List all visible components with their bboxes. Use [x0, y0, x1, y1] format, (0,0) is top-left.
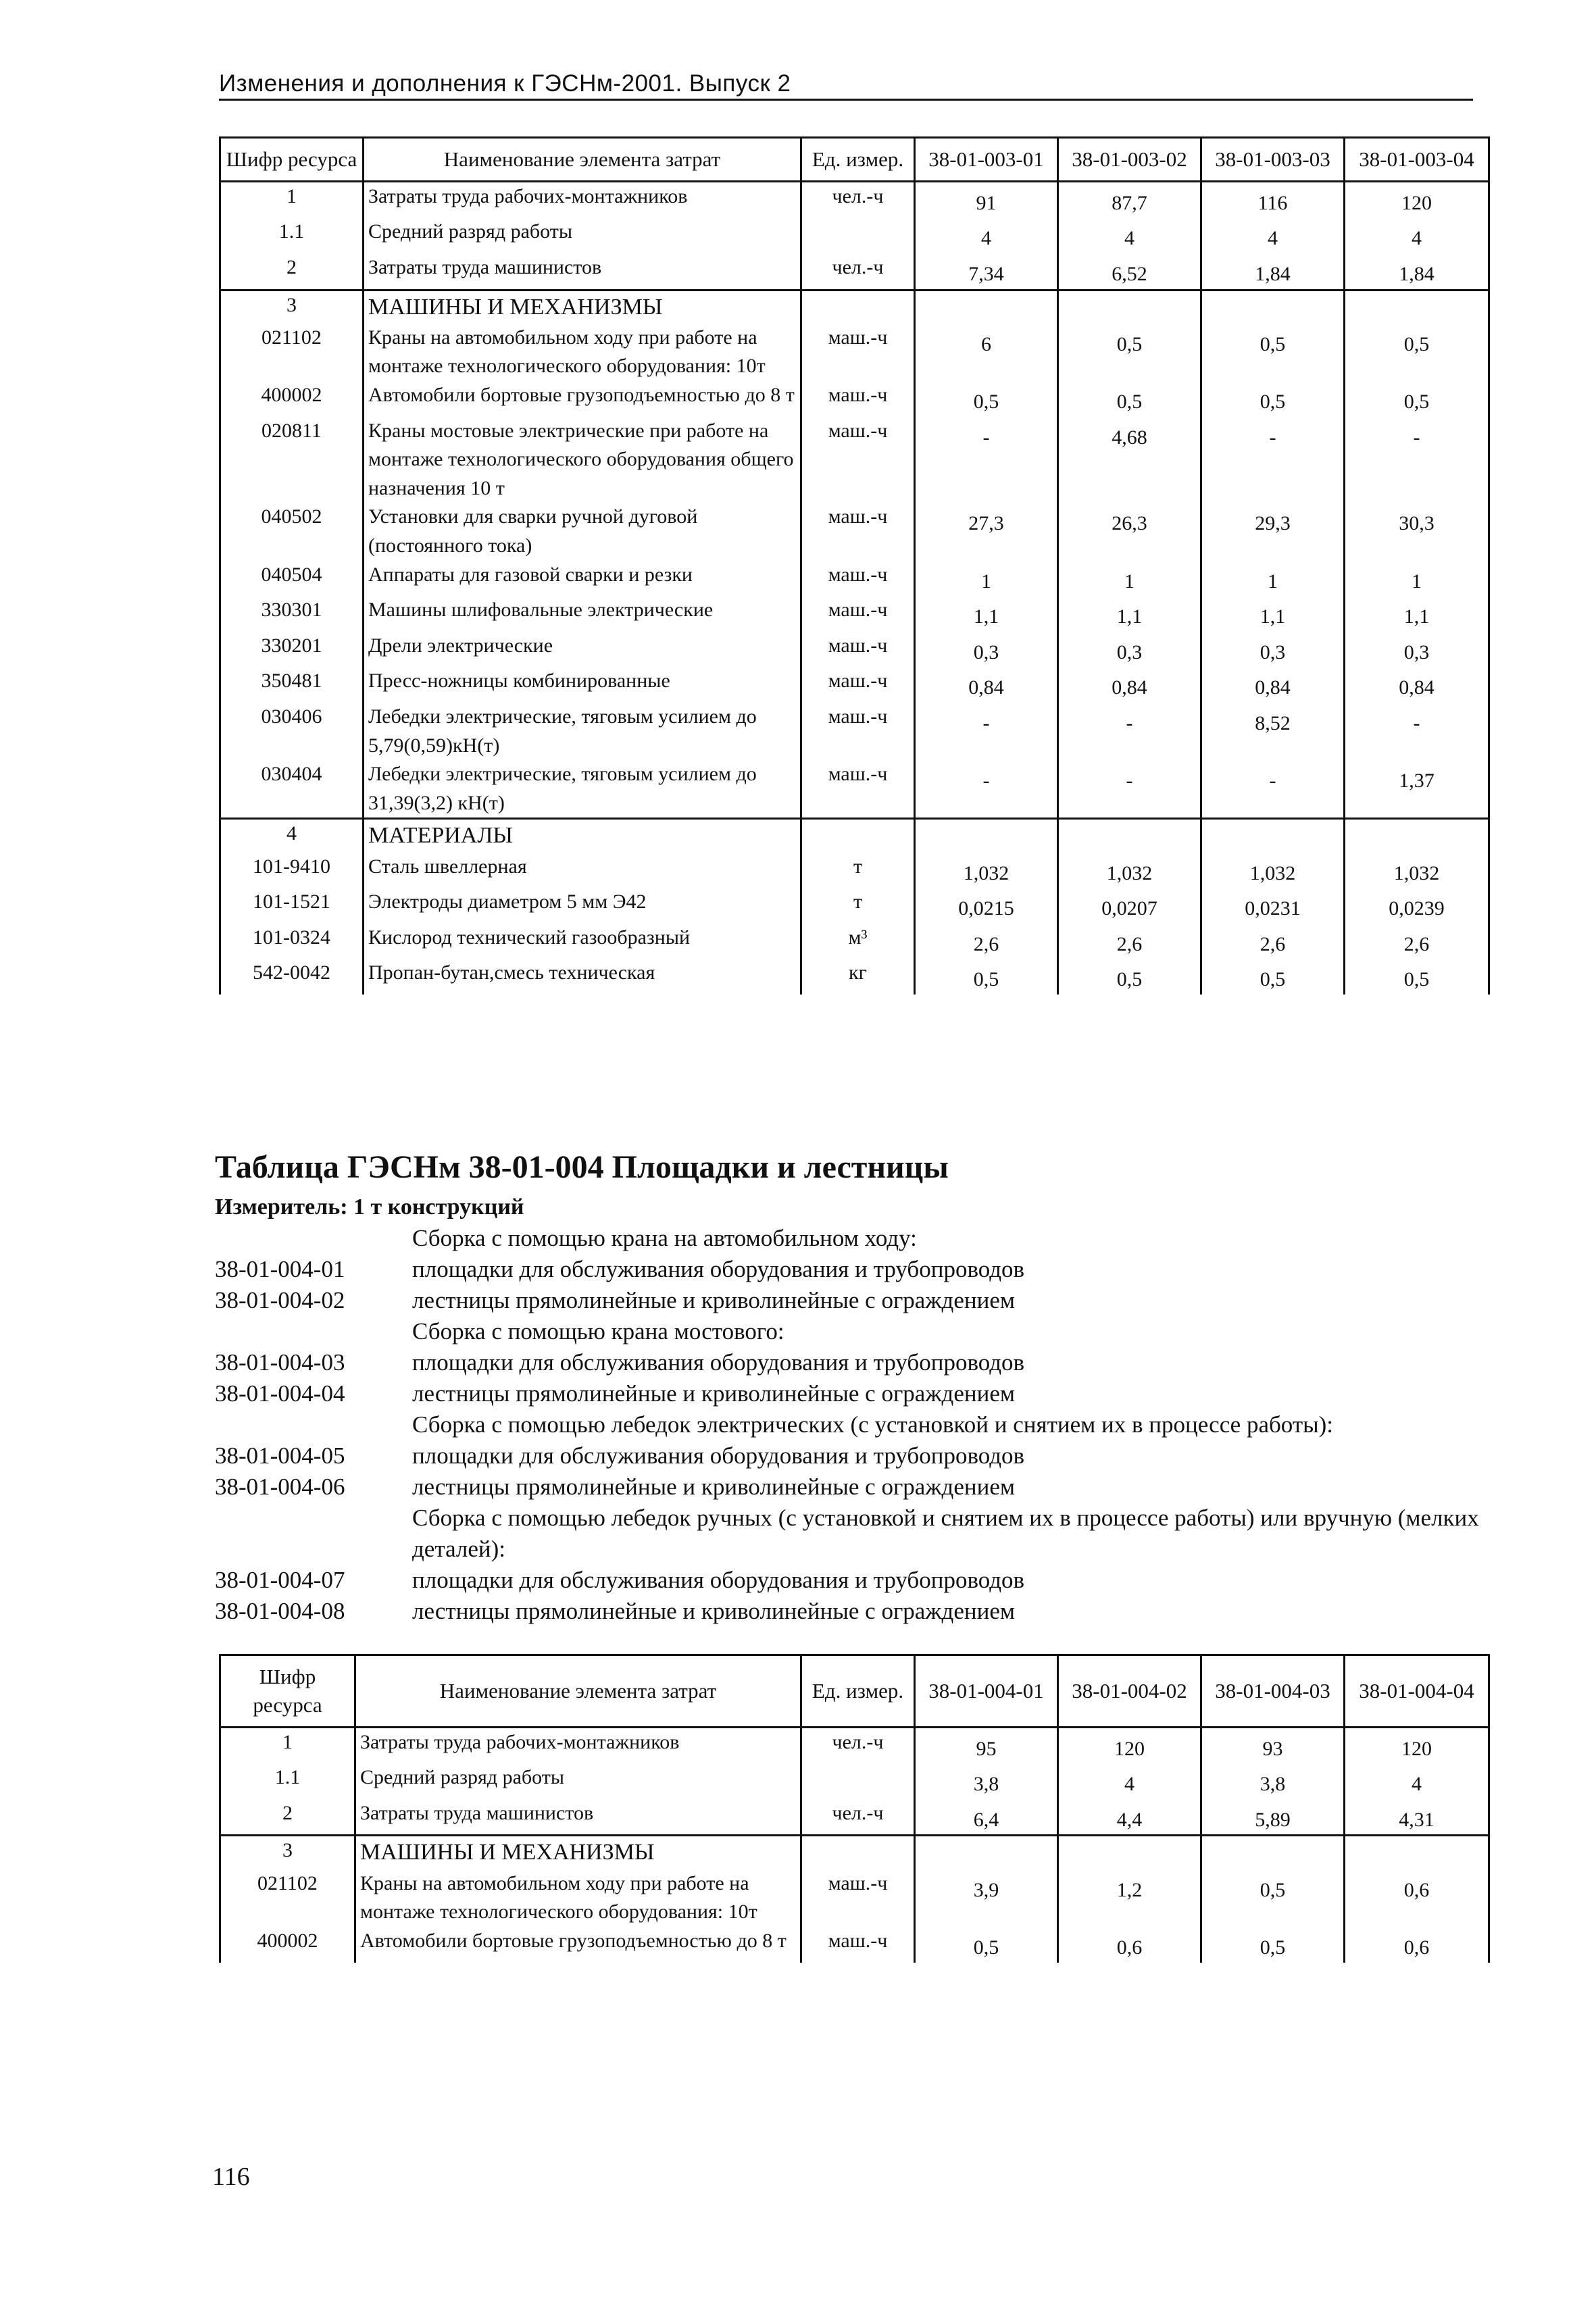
table-row — [220, 253, 1489, 290]
variant-line — [215, 1565, 1485, 1596]
column-header-variant: 38-01-004-02 — [1058, 1655, 1201, 1728]
unit-cell: чел.-ч — [801, 1799, 915, 1836]
resource-name: Сталь швеллерная — [364, 853, 801, 888]
variant-code: 38-01-004-01 — [215, 1256, 345, 1282]
value-cell: 0,6 — [1345, 1869, 1489, 1927]
value-cell: 1,37 — [1345, 760, 1489, 819]
value-cell: 0,5 — [915, 959, 1058, 995]
value-cell: 1 — [1058, 561, 1201, 597]
value-cell: 0,0231 — [1201, 888, 1345, 924]
value-cell: 1 — [1201, 561, 1345, 597]
resource-code: 1.1 — [220, 1763, 355, 1799]
value-cell: 4 — [1058, 218, 1201, 253]
unit-cell: чел.-ч — [801, 181, 915, 218]
value-cell: 1,2 — [1058, 1869, 1201, 1927]
unit-cell: маш.-ч — [801, 703, 915, 760]
value-cell: 0,5 — [1058, 324, 1201, 381]
variant-code — [215, 1223, 412, 1254]
measure-unit: Измеритель: 1 т конструкций — [215, 1194, 524, 1219]
resource-name: Автомобили бортовые грузоподъемностью до 8 т — [355, 1927, 801, 1963]
column-header-variant: 38-01-004-04 — [1345, 1655, 1489, 1728]
value-cell: 91 — [915, 181, 1058, 218]
resource-code: 021102 — [220, 324, 364, 381]
column-header-variant: 38-01-004-01 — [915, 1655, 1058, 1728]
resource-code: 2 — [220, 1799, 355, 1836]
resource-name: Аппараты для газовой сварки и резки — [364, 561, 801, 597]
value-cell: 4 — [915, 218, 1058, 253]
value-cell — [915, 290, 1058, 324]
value-cell: 4,68 — [1058, 417, 1201, 503]
table-row — [220, 596, 1489, 632]
unit-cell: чел.-ч — [801, 253, 915, 290]
resource-table-1 — [219, 136, 1490, 995]
value-cell: 0,5 — [1058, 381, 1201, 417]
resource-name: Пресс-ножницы комбинированные — [364, 667, 801, 703]
column-header-code: Шифр ресурса — [220, 138, 364, 182]
table-row — [220, 760, 1489, 819]
variant-code — [215, 1409, 412, 1440]
variant-text: лестницы прямолинейные и криволинейные с ограждением — [412, 1598, 1016, 1624]
variant-list — [215, 1223, 1485, 1627]
value-cell: 1,1 — [1201, 596, 1345, 632]
section-title: Таблица ГЭСНм 38-01-004 Площадки и лестницы — [215, 1149, 949, 1185]
value-cell — [1201, 819, 1345, 853]
unit-cell — [801, 218, 915, 253]
unit-cell: кг — [801, 959, 915, 995]
unit-cell: чел.-ч — [801, 1727, 915, 1763]
value-cell: 0,5 — [1201, 324, 1345, 381]
resource-code: 400002 — [220, 1927, 355, 1963]
resource-name: Средний разряд работы — [364, 218, 801, 253]
value-cell: 2,6 — [1345, 924, 1489, 959]
table-row — [220, 667, 1489, 703]
value-cell: 29,3 — [1201, 503, 1345, 560]
value-cell — [1345, 819, 1489, 853]
value-cell: 0,5 — [1058, 959, 1201, 995]
section-row — [220, 1836, 1489, 1869]
resource-name: Затраты труда рабочих-монтажников — [364, 181, 801, 218]
variant-code: 38-01-004-03 — [215, 1349, 345, 1376]
value-cell: 0,6 — [1058, 1927, 1201, 1963]
unit-cell: маш.-ч — [801, 632, 915, 668]
value-cell: 0,5 — [915, 1927, 1058, 1963]
value-cell: 1,1 — [1345, 596, 1489, 632]
value-cell: 4,4 — [1058, 1799, 1201, 1836]
variant-line — [215, 1440, 1485, 1472]
value-cell — [1058, 290, 1201, 324]
resource-name: Машины шлифовальные электрические — [364, 596, 801, 632]
resource-name: Электроды диаметром 5 мм Э42 — [364, 888, 801, 924]
resource-name: Пропан-бутан,смесь техническая — [364, 959, 801, 995]
value-cell: 6,52 — [1058, 253, 1201, 290]
value-cell: 7,34 — [915, 253, 1058, 290]
variant-code — [215, 1503, 412, 1565]
unit-cell: т — [801, 888, 915, 924]
page-header: Изменения и дополнения к ГЭСНм-2001. Выпуск 2 — [219, 70, 1473, 101]
value-cell: 0,3 — [1201, 632, 1345, 668]
resource-name: Кислород технический газообразный — [364, 924, 801, 959]
table-row — [220, 1799, 1489, 1836]
table-row — [220, 181, 1489, 218]
unit-cell — [801, 1763, 915, 1799]
variant-line — [215, 1472, 1485, 1503]
page-number: 116 — [212, 2163, 250, 2191]
value-cell — [915, 819, 1058, 853]
variant-text: площадки для обслуживания оборудования и трубопроводов — [412, 1349, 1025, 1376]
unit-cell — [801, 1836, 915, 1869]
value-cell: 0,3 — [1345, 632, 1489, 668]
unit-cell: маш.-ч — [801, 381, 915, 417]
value-cell — [1201, 290, 1345, 324]
column-header-code: Шифр ресурса — [220, 1655, 355, 1728]
value-cell: 0,5 — [1201, 1869, 1345, 1927]
variant-line — [215, 1254, 1485, 1285]
table-row — [220, 703, 1489, 760]
resource-name: Лебедки электрические, тяговым усилием до 5,79(0,59)кН(т) — [364, 703, 801, 760]
resource-name: Затраты труда машинистов — [364, 253, 801, 290]
value-cell: 0,0207 — [1058, 888, 1201, 924]
resource-code: 400002 — [220, 381, 364, 417]
section-row — [220, 290, 1489, 324]
value-cell: - — [1201, 760, 1345, 819]
table-row — [220, 924, 1489, 959]
section-row — [220, 819, 1489, 853]
column-header-variant: 38-01-003-02 — [1058, 138, 1201, 182]
table-row — [220, 324, 1489, 381]
value-cell: 1,1 — [915, 596, 1058, 632]
value-cell: 0,5 — [1345, 959, 1489, 995]
section-name: МАШИНЫ И МЕХАНИЗМЫ — [355, 1836, 801, 1869]
value-cell: - — [1058, 703, 1201, 760]
variant-text: площадки для обслуживания оборудования и трубопроводов — [412, 1442, 1025, 1469]
variant-group-heading — [215, 1503, 1485, 1565]
value-cell: 120 — [1345, 181, 1489, 218]
value-cell: 0,5 — [1201, 959, 1345, 995]
variant-code: 38-01-004-02 — [215, 1287, 345, 1313]
resource-code: 030404 — [220, 760, 364, 819]
variant-text: площадки для обслуживания оборудования и трубопроводов — [412, 1256, 1025, 1282]
value-cell: 2,6 — [1201, 924, 1345, 959]
resource-code: 1 — [220, 181, 364, 218]
value-cell: 0,5 — [1345, 324, 1489, 381]
unit-cell: маш.-ч — [801, 760, 915, 819]
unit-cell: маш.-ч — [801, 503, 915, 560]
table-row — [220, 888, 1489, 924]
resource-name: Затраты труда рабочих-монтажников — [355, 1727, 801, 1763]
value-cell: 0,5 — [915, 381, 1058, 417]
value-cell — [1345, 290, 1489, 324]
column-header-name: Наименование элемента затрат — [355, 1655, 801, 1728]
value-cell — [1058, 1836, 1201, 1869]
value-cell — [915, 1836, 1058, 1869]
unit-cell: маш.-ч — [801, 417, 915, 503]
value-cell: 4 — [1345, 218, 1489, 253]
value-cell: 87,7 — [1058, 181, 1201, 218]
variant-line — [215, 1285, 1485, 1316]
value-cell: 3,9 — [915, 1869, 1058, 1927]
table-row — [220, 503, 1489, 560]
variant-group-heading — [215, 1223, 1485, 1254]
value-cell: - — [915, 760, 1058, 819]
variant-line — [215, 1347, 1485, 1378]
variant-line — [215, 1378, 1485, 1409]
value-cell: 1,1 — [1058, 596, 1201, 632]
value-cell: 1,032 — [915, 853, 1058, 888]
value-cell: 4 — [1201, 218, 1345, 253]
resource-name: Средний разряд работы — [355, 1763, 801, 1799]
unit-cell: маш.-ч — [801, 1869, 915, 1927]
unit-cell: маш.-ч — [801, 324, 915, 381]
value-cell: 4 — [1345, 1763, 1489, 1799]
unit-cell: маш.-ч — [801, 561, 915, 597]
value-cell: 4,31 — [1345, 1799, 1489, 1836]
variant-code: 38-01-004-06 — [215, 1474, 345, 1500]
unit-cell: т — [801, 853, 915, 888]
table-row — [220, 1927, 1489, 1963]
table-row — [220, 1763, 1489, 1799]
value-cell: 0,3 — [1058, 632, 1201, 668]
table-row — [220, 1727, 1489, 1763]
value-cell: 8,52 — [1201, 703, 1345, 760]
value-cell: 95 — [915, 1727, 1058, 1763]
value-cell: 120 — [1345, 1727, 1489, 1763]
unit-cell: м³ — [801, 924, 915, 959]
column-header-unit: Ед. измер. — [801, 138, 915, 182]
variant-code: 38-01-004-04 — [215, 1380, 345, 1407]
resource-name: Краны на автомобильном ходу при работе на монтаже технологического оборудования: 10т — [355, 1869, 801, 1927]
value-cell: 0,0215 — [915, 888, 1058, 924]
resource-name: Затраты труда машинистов — [355, 1799, 801, 1836]
table-row — [220, 561, 1489, 597]
section-name: МАШИНЫ И МЕХАНИЗМЫ — [364, 290, 801, 324]
table-row — [220, 632, 1489, 668]
resource-code: 101-9410 — [220, 853, 364, 888]
value-cell: 0,5 — [1345, 381, 1489, 417]
value-cell: 1,032 — [1201, 853, 1345, 888]
value-cell: 0,84 — [1201, 667, 1345, 703]
table-body — [220, 1727, 1489, 1962]
resource-code: 330201 — [220, 632, 364, 668]
variant-code: 38-01-004-07 — [215, 1567, 345, 1593]
variant-group-heading — [215, 1316, 1485, 1347]
resource-code: 350481 — [220, 667, 364, 703]
resource-code: 4 — [220, 819, 364, 853]
resource-code: 020811 — [220, 417, 364, 503]
value-cell — [1201, 1836, 1345, 1869]
unit-cell: маш.-ч — [801, 667, 915, 703]
resource-code: 040504 — [220, 561, 364, 597]
resource-table-2 — [219, 1654, 1490, 1963]
value-cell — [1058, 819, 1201, 853]
variant-text: Сборка с помощью крана на автомобильном ходу: — [412, 1225, 917, 1251]
column-header-variant: 38-01-003-01 — [915, 138, 1058, 182]
column-header-variant: 38-01-003-03 — [1201, 138, 1345, 182]
value-cell: 0,5 — [1201, 1927, 1345, 1963]
variant-text: лестницы прямолинейные и криволинейные с ограждением — [412, 1380, 1016, 1407]
value-cell: 6 — [915, 324, 1058, 381]
variant-text: Сборка с помощью лебедок электрических (с установкой и снятием их в процессе работы): — [412, 1411, 1334, 1438]
value-cell: 0,0239 — [1345, 888, 1489, 924]
resource-code: 101-0324 — [220, 924, 364, 959]
variant-text: лестницы прямолинейные и криволинейные с ограждением — [412, 1287, 1016, 1313]
value-cell: 116 — [1201, 181, 1345, 218]
value-cell: 0,3 — [915, 632, 1058, 668]
unit-cell — [801, 819, 915, 853]
resource-code: 542-0042 — [220, 959, 364, 995]
variant-code: 38-01-004-08 — [215, 1598, 345, 1624]
value-cell: 1,84 — [1201, 253, 1345, 290]
table-row — [220, 1869, 1489, 1927]
value-cell: 27,3 — [915, 503, 1058, 560]
table-row — [220, 959, 1489, 995]
variant-group-heading — [215, 1409, 1485, 1440]
resource-code: 2 — [220, 253, 364, 290]
unit-cell: маш.-ч — [801, 596, 915, 632]
resource-code: 330301 — [220, 596, 364, 632]
variant-code: 38-01-004-05 — [215, 1442, 345, 1469]
table-row — [220, 417, 1489, 503]
value-cell: 1,032 — [1345, 853, 1489, 888]
column-header-variant: 38-01-004-03 — [1201, 1655, 1345, 1728]
resource-code: 030406 — [220, 703, 364, 760]
value-cell: 120 — [1058, 1727, 1201, 1763]
value-cell: 1,032 — [1058, 853, 1201, 888]
value-cell: 0,84 — [915, 667, 1058, 703]
value-cell: - — [1201, 417, 1345, 503]
value-cell: 1 — [915, 561, 1058, 597]
column-header-variant: 38-01-003-04 — [1345, 138, 1489, 182]
column-header-name: Наименование элемента затрат — [364, 138, 801, 182]
unit-cell: маш.-ч — [801, 1927, 915, 1963]
variant-text: Сборка с помощью крана мостового: — [412, 1318, 784, 1344]
resource-name: Краны на автомобильном ходу при работе на монтаже технологического оборудования: 10т — [364, 324, 801, 381]
table-row — [220, 218, 1489, 253]
resource-code: 1.1 — [220, 218, 364, 253]
value-cell: 30,3 — [1345, 503, 1489, 560]
value-cell: 1,84 — [1345, 253, 1489, 290]
resource-code: 1 — [220, 1727, 355, 1763]
variant-text: лестницы прямолинейные и криволинейные с ограждением — [412, 1474, 1016, 1500]
value-cell: 0,6 — [1345, 1927, 1489, 1963]
table-row — [220, 381, 1489, 417]
value-cell: - — [1058, 760, 1201, 819]
value-cell: 0,84 — [1345, 667, 1489, 703]
resource-name: Установки для сварки ручной дуговой (постоянного тока) — [364, 503, 801, 560]
column-header-unit: Ед. измер. — [801, 1655, 915, 1728]
variant-code — [215, 1316, 412, 1347]
resource-name: Лебедки электрические, тяговым усилием до 31,39(3,2) кН(т) — [364, 760, 801, 819]
value-cell: 26,3 — [1058, 503, 1201, 560]
resource-code: 3 — [220, 290, 364, 324]
unit-cell — [801, 290, 915, 324]
variant-line — [215, 1596, 1485, 1627]
value-cell: - — [915, 417, 1058, 503]
value-cell — [1345, 1836, 1489, 1869]
resource-code: 3 — [220, 1836, 355, 1869]
resource-code: 021102 — [220, 1869, 355, 1927]
value-cell: 3,8 — [915, 1763, 1058, 1799]
resource-code: 101-1521 — [220, 888, 364, 924]
value-cell: 2,6 — [1058, 924, 1201, 959]
table-row — [220, 853, 1489, 888]
value-cell: 3,8 — [1201, 1763, 1345, 1799]
value-cell: 0,84 — [1058, 667, 1201, 703]
value-cell: 93 — [1201, 1727, 1345, 1763]
value-cell: 5,89 — [1201, 1799, 1345, 1836]
table-body — [220, 181, 1489, 995]
value-cell: - — [915, 703, 1058, 760]
variant-text: площадки для обслуживания оборудования и трубопроводов — [412, 1567, 1025, 1593]
value-cell: 6,4 — [915, 1799, 1058, 1836]
resource-name: Автомобили бортовые грузоподъемностью до 8 т — [364, 381, 801, 417]
value-cell: 4 — [1058, 1763, 1201, 1799]
value-cell: - — [1345, 417, 1489, 503]
value-cell: 0,5 — [1201, 381, 1345, 417]
resource-code: 040502 — [220, 503, 364, 560]
variant-text: Сборка с помощью лебедок ручных (с установкой и снятием их в процессе работы) или вручную (мелких деталей): — [412, 1505, 1479, 1562]
section-name: МАТЕРИАЛЫ — [364, 819, 801, 853]
value-cell: - — [1345, 703, 1489, 760]
value-cell: 1 — [1345, 561, 1489, 597]
resource-name: Дрели электрические — [364, 632, 801, 668]
value-cell: 2,6 — [915, 924, 1058, 959]
resource-name: Краны мостовые электрические при работе на монтаже технологического оборудования общего назначения 10 т — [364, 417, 801, 503]
